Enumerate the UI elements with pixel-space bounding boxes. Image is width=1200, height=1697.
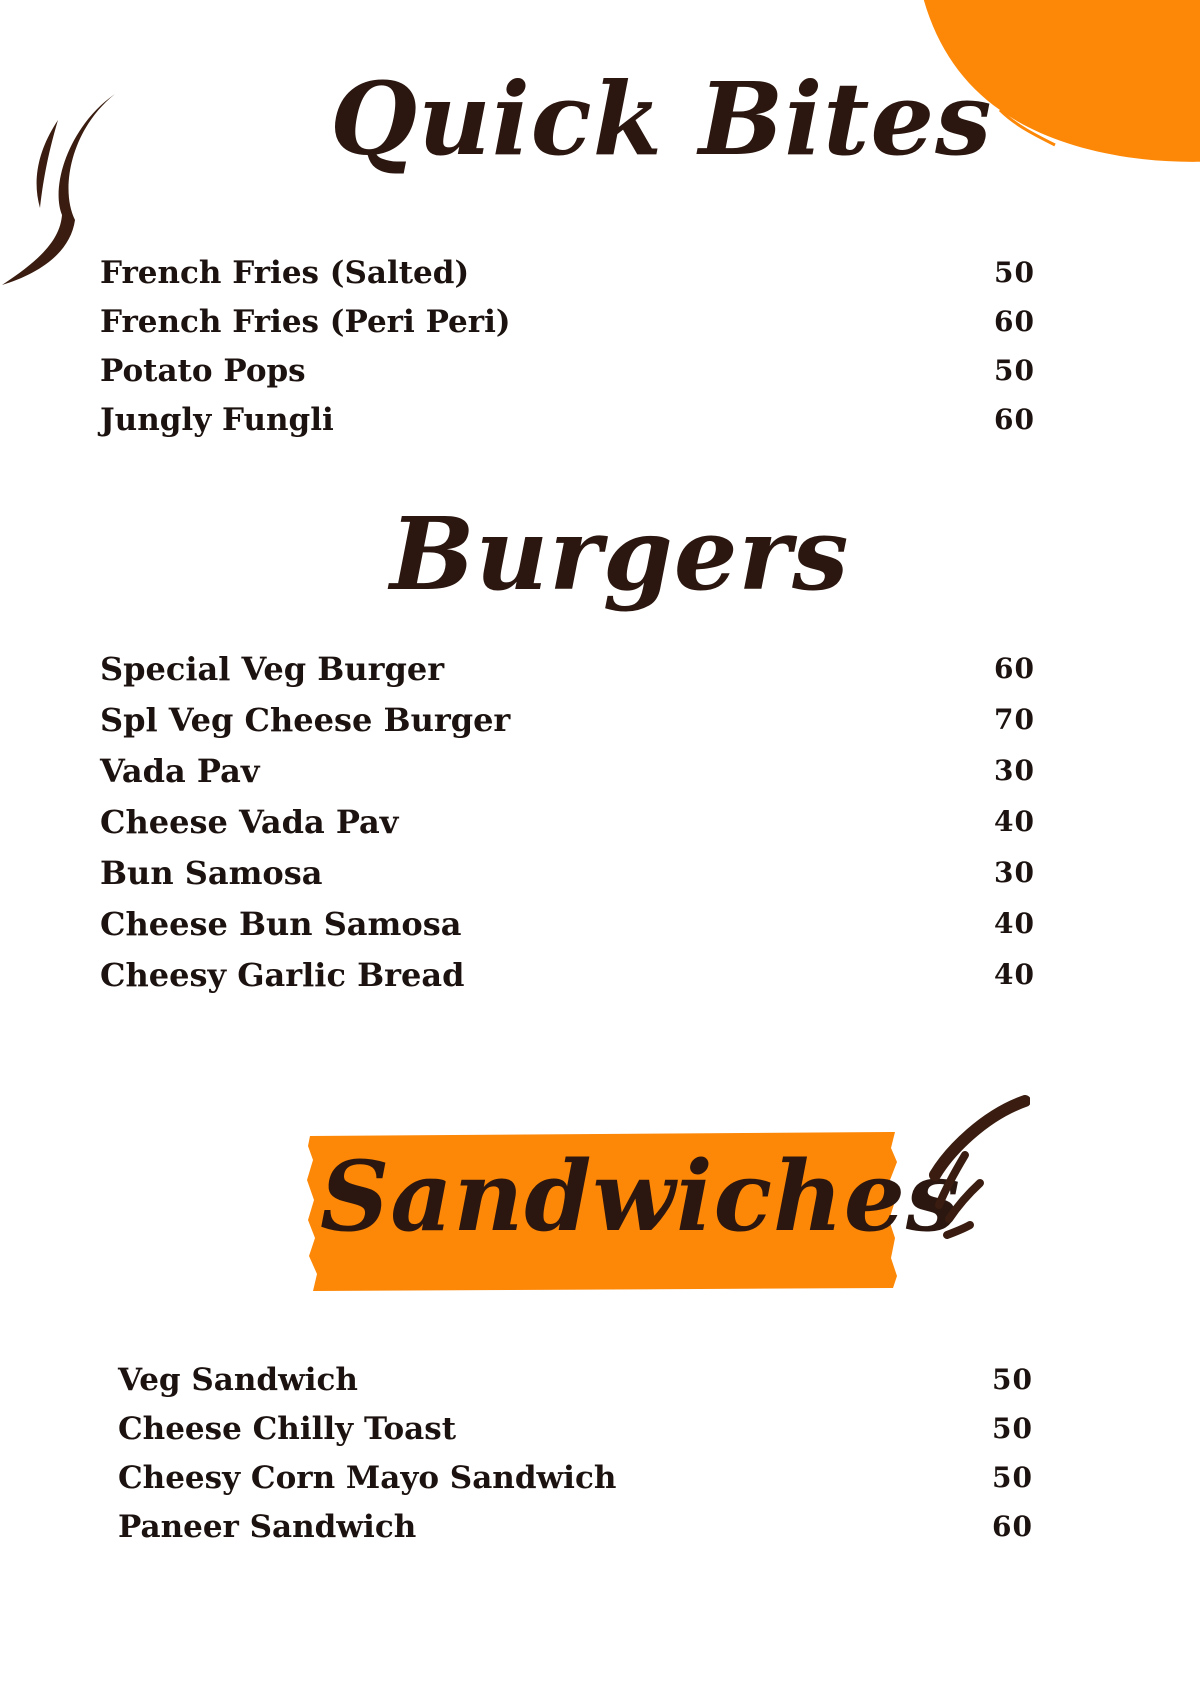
item-name: French Fries (Peri Peri) [100,303,511,340]
item-price: 60 [992,1510,1033,1543]
section-title-quick-bites: Quick Bites [330,60,993,178]
section-title-burgers: Burgers [390,495,850,613]
item-price: 50 [992,1461,1033,1494]
menu-item [118,1502,1033,1551]
item-name: French Fries (Salted) [100,254,470,291]
item-name: Cheese Vada Pav [100,802,399,841]
item-price: 60 [994,652,1035,685]
item-name: Cheesy Corn Mayo Sandwich [118,1459,617,1496]
menu-item [100,346,1035,395]
item-price: 30 [994,754,1035,787]
menu-item [118,1453,1033,1502]
menu-item [100,847,1035,898]
item-name: Bun Samosa [100,853,323,892]
menu-item [100,694,1035,745]
item-name: Special Veg Burger [100,649,445,688]
menu-item [100,248,1035,297]
item-price: 30 [994,856,1035,889]
item-name: Vada Pav [100,751,260,790]
sandwiches-list [118,1355,1033,1551]
item-price: 50 [994,256,1035,289]
item-name: Cheese Bun Samosa [100,904,462,943]
item-name: Cheese Chilly Toast [118,1410,457,1447]
item-name: Potato Pops [100,352,306,389]
menu-item [100,297,1035,346]
quick-bites-list [100,248,1035,444]
item-price: 50 [992,1412,1033,1445]
menu-item [100,898,1035,949]
menu-item [100,745,1035,796]
item-price: 60 [994,403,1035,436]
item-name: Paneer Sandwich [118,1508,417,1545]
burgers-list [100,643,1035,1000]
item-price: 40 [994,958,1035,991]
item-name: Cheesy Garlic Bread [100,955,465,994]
item-name: Spl Veg Cheese Burger [100,700,511,739]
item-price: 70 [994,703,1035,736]
menu-item [100,643,1035,694]
menu-item [118,1404,1033,1453]
item-price: 50 [992,1363,1033,1396]
item-price: 40 [994,805,1035,838]
menu-item [100,796,1035,847]
menu-item [100,949,1035,1000]
item-price: 60 [994,305,1035,338]
item-price: 40 [994,907,1035,940]
menu-item [118,1355,1033,1404]
brush-strokes-icon [925,1095,1030,1245]
menu-item [100,395,1035,444]
item-name: Veg Sandwich [118,1361,358,1398]
section-title-sandwiches: Sandwiches [320,1140,961,1253]
item-name: Jungly Fungli [100,401,334,438]
item-price: 50 [994,354,1035,387]
